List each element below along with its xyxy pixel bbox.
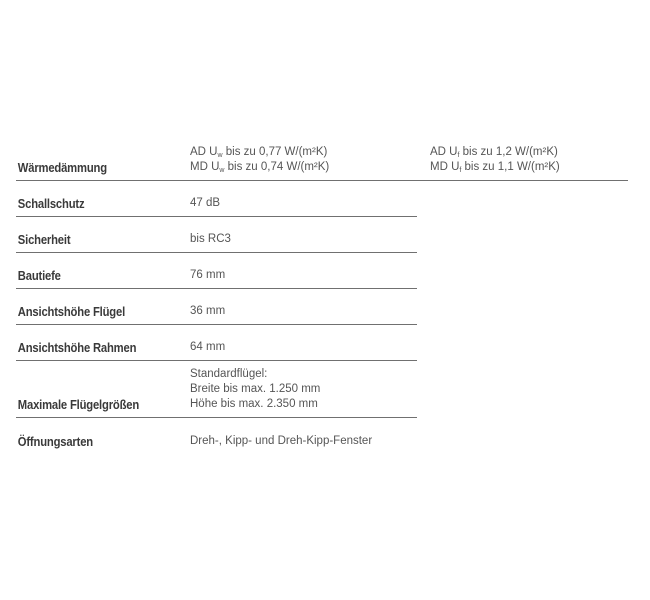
spec-value: Dreh-, Kipp- und Dreh-Kipp-Fenster — [190, 435, 373, 447]
spec-value: 64 mm — [190, 341, 226, 353]
spec-value-uw — [190, 145, 430, 175]
spec-row-sicherheit — [16, 217, 417, 253]
spec-value-line: MD $U_f$ bis zu 1,1 W/(m²K) — [430, 161, 560, 174]
spec-value-line: Standardflügel: — [190, 368, 268, 380]
spec-label: Sicherheit — [17, 233, 71, 247]
spec-row-ansichtshoehe-fluegel — [16, 289, 417, 325]
spec-label: Ansichtshöhe Flügel — [17, 305, 126, 319]
spec-label: Wärmedämmung — [17, 161, 107, 175]
spec-label: Maximale Flügelgrößen — [17, 398, 140, 412]
spec-row-oeffnungsarten — [16, 418, 417, 454]
spec-value-line: MD $U_w$ bis zu 0,74 W/(m²K) — [190, 161, 330, 174]
spec-row-waermedaemmung — [16, 142, 628, 181]
spec-value-line: Breite bis max. 1.250 mm — [190, 383, 321, 395]
spec-label: Ansichtshöhe Rahmen — [17, 341, 137, 355]
spec-label: Bautiefe — [17, 269, 61, 283]
spec-value: 47 dB — [190, 197, 221, 209]
spec-value: bis RC3 — [190, 233, 231, 245]
spec-row-ansichtshoehe-rahmen — [16, 325, 417, 361]
spec-value-line: Höhe bis max. 2.350 mm — [190, 398, 318, 410]
spec-label: Öffnungsarten — [17, 435, 93, 449]
spec-value-uf — [430, 145, 628, 175]
spec-value-line: AD $U_f$ bis zu 1,2 W/(m²K) — [430, 146, 558, 159]
spec-row-bautiefe — [16, 253, 417, 289]
spec-row-schallschutz — [16, 181, 417, 217]
spec-row-maximale-fluegelgroessen — [16, 361, 417, 418]
spec-value: 76 mm — [190, 269, 226, 281]
spec-label: Schallschutz — [17, 197, 85, 211]
spec-value — [190, 367, 320, 412]
spec-value-line: AD $U_w$ bis zu 0,77 W/(m²K) — [190, 146, 328, 159]
spec-table — [16, 142, 628, 454]
spec-value: 36 mm — [190, 305, 226, 317]
